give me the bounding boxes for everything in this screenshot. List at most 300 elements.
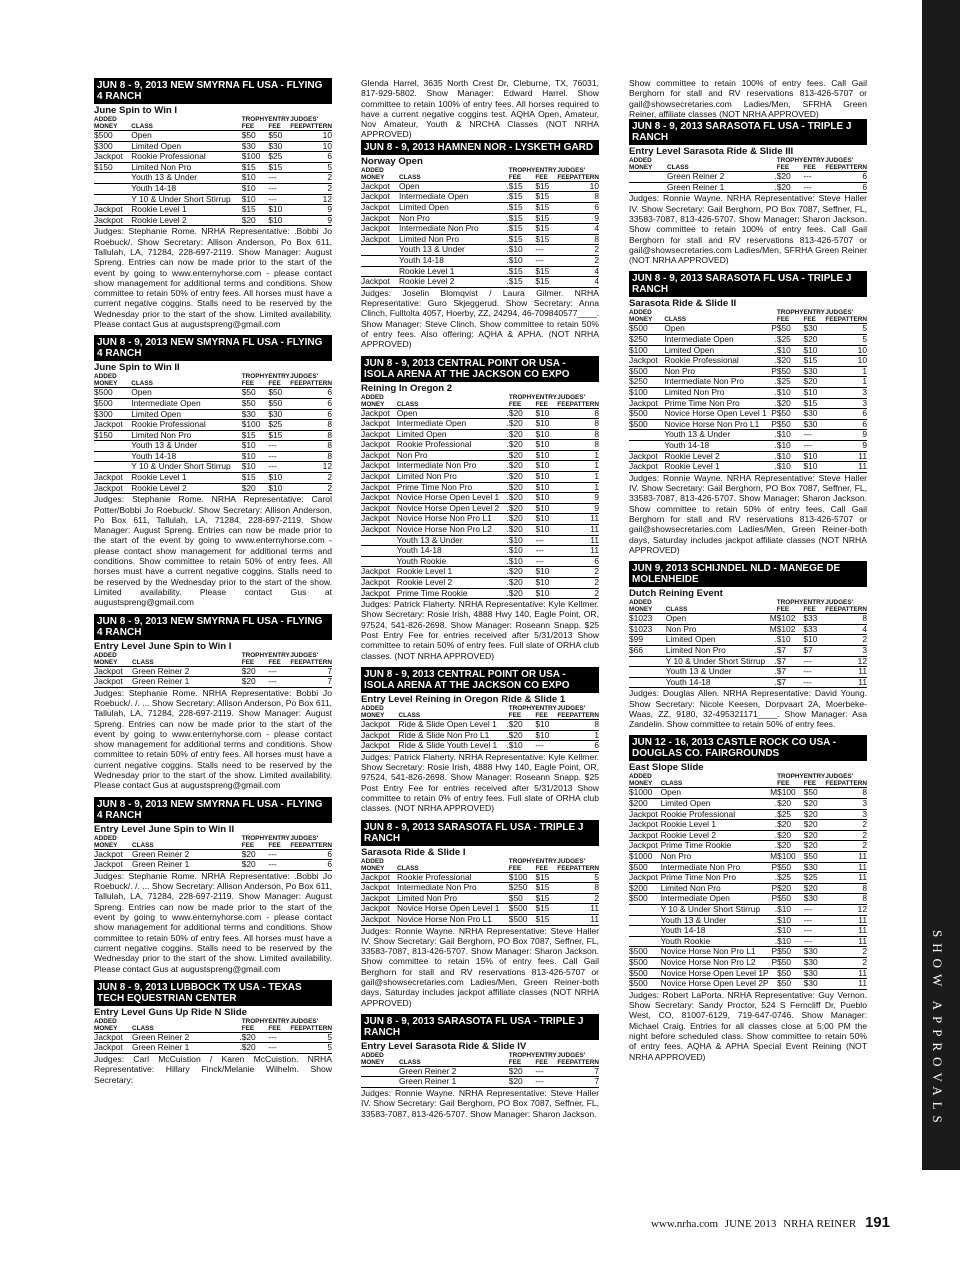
hdr-entry: ENTRY bbox=[803, 309, 825, 317]
added-money bbox=[629, 182, 667, 193]
hdr-fee: FEE bbox=[508, 400, 522, 408]
table-header-row bbox=[94, 116, 332, 131]
class-row bbox=[629, 656, 867, 667]
trophy-fee: $10 bbox=[777, 915, 804, 926]
trophy-fee: $30 bbox=[242, 141, 269, 152]
added-money bbox=[629, 430, 664, 441]
class-name: Rookie Professional bbox=[131, 152, 230, 163]
class-name: Open bbox=[397, 408, 499, 419]
col-added-money bbox=[94, 116, 131, 131]
hdr-judges: JUDGES' bbox=[825, 773, 854, 781]
entry-fee: $10 bbox=[535, 493, 557, 504]
class-name: Youth 14-18 bbox=[666, 677, 765, 688]
added-money: Jackpot bbox=[361, 408, 397, 419]
hdr-fee: FEE bbox=[241, 841, 255, 849]
class-row bbox=[361, 234, 599, 245]
hdr-judges: JUDGES' bbox=[290, 834, 319, 842]
col-added-money bbox=[629, 157, 667, 172]
class-name: Rookie Level 2 bbox=[131, 483, 230, 494]
show-header: JUN 8 - 9, 2013 NEW SMYRNA FL USA - FLYING 4 RANCH bbox=[94, 335, 332, 361]
show-notes: Judges: Ronnie Wayne. NRHA Representative: Steve Haller IV. Show Secretary: Gail Berghorn, PO Box 7087, Seffner, FL, 33583-7087, 813-426-5707. Show Manager: Sharon Jackson. Show committee to retain 50% of entry fees. Call Gail Berghorn for stall and RV reservations 813-426-5707 or gail@showsecretaries.com Ladies/Men, Green Reiner-both days, Saturday includes jackpot affiliate classes (NOT NRHA APPROVED) bbox=[629, 472, 867, 555]
class-row bbox=[361, 514, 599, 525]
class-type bbox=[499, 893, 508, 904]
hdr-added: ADDED bbox=[361, 704, 384, 712]
class-type bbox=[231, 473, 242, 484]
added-money: Jackpot bbox=[361, 578, 397, 589]
trophy-fee: $50 bbox=[777, 366, 804, 377]
class-name: Youth Rookie bbox=[397, 556, 499, 567]
hdr-added: ADDED bbox=[361, 393, 384, 401]
event-name: Sarasota Ride & Slide II bbox=[629, 298, 737, 310]
class-row bbox=[629, 377, 867, 388]
hdr-pattern: PATTERN bbox=[302, 123, 332, 130]
added-money: Jackpot bbox=[629, 841, 661, 852]
page-number: 191 bbox=[864, 1214, 890, 1231]
class-name: Novice Horse Non Pro L1 bbox=[664, 419, 766, 430]
trophy-fee: $20 bbox=[777, 398, 804, 409]
hdr-fee: FEE bbox=[535, 1058, 548, 1066]
entry-fee: $15 bbox=[535, 213, 557, 224]
class-type: P bbox=[767, 366, 777, 377]
class-type bbox=[230, 666, 242, 677]
entry-fee: $10 bbox=[535, 461, 557, 472]
hdr-added: ADDED bbox=[629, 599, 652, 607]
trophy-fee: $20 bbox=[509, 482, 536, 493]
entry-fee: $50 bbox=[268, 131, 290, 142]
class-type bbox=[231, 409, 242, 420]
class-row bbox=[361, 213, 599, 224]
hdr-money: MONEY bbox=[361, 173, 385, 181]
col-judges-fee-pattern bbox=[825, 599, 867, 614]
table-header-row bbox=[361, 1052, 599, 1067]
class-type: P bbox=[767, 324, 777, 335]
added-money: Jackpot bbox=[94, 1043, 132, 1054]
entry-fee: $10 bbox=[535, 408, 557, 419]
table-header-row bbox=[94, 652, 332, 667]
entry-fee: $20 bbox=[804, 841, 826, 852]
entry-fee: $50 bbox=[804, 788, 826, 799]
pattern: 3 bbox=[825, 809, 867, 820]
col-class: CLASS bbox=[131, 373, 230, 388]
col-type bbox=[765, 157, 777, 172]
hdr-fee: FEE bbox=[825, 164, 838, 172]
trophy-fee: $50 bbox=[777, 409, 804, 420]
class-type bbox=[231, 420, 242, 431]
col-class: CLASS bbox=[666, 599, 765, 614]
pattern: 8 bbox=[290, 430, 332, 441]
hdr-fee: FEE bbox=[268, 841, 281, 849]
col-class: CLASS bbox=[397, 394, 499, 409]
entry-fee: $10 bbox=[535, 719, 557, 730]
trophy-fee: $20 bbox=[509, 719, 536, 730]
entry-fee: $30 bbox=[804, 957, 826, 968]
added-money bbox=[361, 546, 397, 557]
col-entry-fee bbox=[535, 167, 557, 182]
class-name: Limited Open bbox=[661, 799, 769, 810]
class-row bbox=[94, 152, 332, 163]
pattern: 11 bbox=[557, 535, 599, 546]
pattern: 9 bbox=[290, 205, 332, 216]
class-name: Novice Horse Non Pro L2 bbox=[661, 957, 769, 968]
entry-fee: --- bbox=[535, 741, 557, 752]
trophy-fee: $20 bbox=[242, 666, 269, 677]
col-class: CLASS bbox=[661, 773, 769, 788]
hdr-trophy: TROPHY bbox=[508, 393, 536, 401]
pattern: 7 bbox=[557, 1066, 599, 1077]
trophy-fee: $15 bbox=[242, 430, 269, 441]
pattern: 9 bbox=[557, 493, 599, 504]
show-listing bbox=[629, 119, 867, 265]
pattern: 7 bbox=[557, 1077, 599, 1088]
hdr-fee: FEE bbox=[777, 780, 790, 788]
col-entry-fee bbox=[535, 394, 557, 409]
added-money bbox=[629, 440, 664, 451]
added-money bbox=[361, 1066, 399, 1077]
class-name: Prime Time Non Pro bbox=[661, 873, 769, 884]
entry-fee: --- bbox=[268, 849, 290, 860]
pattern: 4 bbox=[557, 224, 599, 235]
trophy-fee: $20 bbox=[777, 799, 804, 810]
pattern: 2 bbox=[557, 578, 599, 589]
pattern: 9 bbox=[557, 503, 599, 514]
hdr-fee: FEE bbox=[508, 173, 522, 181]
column-1 bbox=[94, 78, 332, 1091]
col-class: CLASS bbox=[132, 1018, 230, 1033]
added-money bbox=[629, 656, 666, 667]
entry-fee: $10 bbox=[803, 451, 825, 462]
pattern: 8 bbox=[290, 451, 332, 462]
class-type bbox=[769, 968, 777, 979]
added-money: Jackpot bbox=[361, 440, 397, 451]
hdr-fee: FEE bbox=[557, 1058, 570, 1066]
entry-fee: --- bbox=[535, 535, 557, 546]
entry-fee: --- bbox=[268, 183, 290, 194]
class-type bbox=[499, 904, 508, 915]
entry-fee: $33 bbox=[803, 624, 825, 635]
added-money: $500 bbox=[94, 131, 131, 142]
event-name: June Spin to Win I bbox=[94, 105, 178, 116]
class-row bbox=[361, 408, 599, 419]
col-judges-fee-pattern bbox=[290, 373, 332, 388]
col-type bbox=[765, 599, 777, 614]
col-trophy-fee bbox=[242, 373, 269, 388]
entry-fee: $15 bbox=[535, 181, 557, 192]
table-header-row bbox=[94, 373, 332, 388]
pattern: 12 bbox=[290, 462, 332, 473]
hdr-money: MONEY bbox=[361, 711, 385, 719]
hdr-judges: JUDGES' bbox=[557, 393, 586, 401]
col-class: CLASS bbox=[132, 652, 230, 667]
col-added-money bbox=[94, 373, 131, 388]
hdr-trophy: TROPHY bbox=[776, 309, 804, 317]
trophy-fee: $7 bbox=[777, 667, 804, 678]
class-name: Green Reiner 1 bbox=[132, 1043, 230, 1054]
hdr-fee: FEE bbox=[557, 864, 570, 872]
class-table bbox=[94, 1018, 332, 1054]
class-row bbox=[94, 1032, 332, 1043]
added-money: Jackpot bbox=[361, 567, 397, 578]
added-money bbox=[629, 936, 661, 947]
class-row bbox=[361, 719, 599, 730]
pattern: 3 bbox=[825, 799, 867, 810]
added-money bbox=[361, 1077, 399, 1088]
class-name: Limited Non Pro bbox=[131, 430, 230, 441]
class-name: Youth 14-18 bbox=[664, 440, 766, 451]
class-type: . bbox=[767, 356, 777, 367]
added-money: $250 bbox=[629, 335, 664, 346]
hdr-fee: FEE bbox=[241, 658, 255, 666]
class-type: . bbox=[769, 905, 777, 916]
added-money: Jackpot bbox=[361, 181, 399, 192]
show-listing bbox=[629, 561, 867, 729]
class-row bbox=[629, 915, 867, 926]
trophy-fee: $15 bbox=[242, 205, 269, 216]
class-row bbox=[361, 224, 599, 235]
class-name: Y 10 & Under Short Stirrup bbox=[131, 193, 231, 204]
hdr-added: ADDED bbox=[94, 373, 117, 381]
added-money: Jackpot bbox=[361, 419, 397, 430]
hdr-money: MONEY bbox=[94, 841, 118, 849]
class-type bbox=[499, 872, 508, 883]
hdr-fee: FEE bbox=[535, 711, 548, 719]
entry-fee: $50 bbox=[268, 388, 290, 399]
hdr-fee: FEE bbox=[557, 400, 570, 408]
trophy-fee: $50 bbox=[242, 131, 269, 142]
show-listing bbox=[94, 78, 332, 329]
class-row bbox=[94, 420, 332, 431]
class-name: Y 10 & Under Short Stirrup bbox=[665, 655, 766, 666]
entry-fee: $30 bbox=[804, 968, 826, 979]
entry-fee: $10 bbox=[268, 483, 290, 494]
class-name: Limited Open bbox=[399, 202, 497, 213]
added-money: Jackpot bbox=[361, 461, 397, 472]
added-money: Jackpot bbox=[361, 202, 399, 213]
class-type: . bbox=[499, 429, 509, 440]
class-table bbox=[361, 1052, 599, 1088]
trophy-fee: $20 bbox=[509, 567, 536, 578]
class-type bbox=[499, 914, 508, 925]
class-row bbox=[361, 1066, 599, 1077]
entry-fee: --- bbox=[804, 926, 826, 937]
pattern: 11 bbox=[557, 514, 599, 525]
hdr-entry: ENTRY bbox=[535, 704, 557, 712]
hdr-entry: ENTRY bbox=[268, 651, 290, 659]
trophy-fee: $100 bbox=[777, 852, 804, 863]
added-money bbox=[629, 667, 666, 678]
pattern: 11 bbox=[825, 926, 867, 937]
class-type: . bbox=[769, 936, 777, 947]
pattern: 11 bbox=[557, 914, 599, 925]
table-header-row bbox=[629, 309, 867, 324]
added-money: $250 bbox=[629, 377, 664, 388]
entry-fee: --- bbox=[268, 860, 290, 871]
hdr-pattern: PATTERN bbox=[569, 711, 599, 719]
table-header-row bbox=[629, 773, 867, 788]
class-type: . bbox=[499, 556, 509, 567]
show-listing bbox=[361, 667, 599, 814]
col-added-money bbox=[629, 773, 661, 788]
col-entry-fee bbox=[268, 652, 290, 667]
pattern: 2 bbox=[557, 588, 599, 599]
hdr-pattern: PATTERN bbox=[569, 1058, 599, 1066]
class-type: . bbox=[767, 335, 777, 346]
event-name: Norway Open bbox=[361, 155, 423, 167]
class-name: Youth 14-18 bbox=[399, 255, 497, 266]
class-type: . bbox=[765, 667, 777, 678]
trophy-fee: $10 bbox=[777, 451, 804, 462]
trophy-fee: $15 bbox=[509, 192, 536, 203]
trophy-fee: $20 bbox=[777, 841, 804, 852]
entry-fee: $20 bbox=[804, 830, 826, 841]
show-listing bbox=[94, 614, 332, 791]
trophy-fee: $20 bbox=[242, 677, 269, 688]
added-money: Jackpot bbox=[361, 730, 399, 741]
hdr-added: ADDED bbox=[94, 116, 117, 123]
class-table bbox=[629, 309, 867, 472]
class-name: Rookie Level 1 bbox=[661, 820, 769, 831]
pattern: 1 bbox=[557, 482, 599, 493]
trophy-fee: $50 bbox=[777, 947, 804, 958]
trophy-fee: $10 bbox=[509, 741, 536, 752]
col-trophy-fee bbox=[777, 773, 804, 788]
class-name: Intermediate Non Pro bbox=[397, 883, 499, 894]
pattern: 11 bbox=[825, 677, 867, 688]
show-listing bbox=[629, 735, 867, 1061]
pattern: 6 bbox=[290, 409, 332, 420]
class-type bbox=[231, 152, 242, 163]
event-name: Entry Level Sarasota Ride & Slide IV bbox=[361, 1040, 527, 1052]
pattern: 6 bbox=[557, 202, 599, 213]
class-row bbox=[94, 430, 332, 441]
col-trophy-fee bbox=[509, 858, 536, 873]
trophy-fee: $10 bbox=[777, 635, 804, 646]
hdr-entry: ENTRY bbox=[803, 599, 825, 607]
class-type: . bbox=[499, 450, 509, 461]
class-type: . bbox=[499, 514, 509, 525]
hdr-fee: FEE bbox=[557, 711, 570, 719]
entry-fee: $30 bbox=[803, 324, 825, 335]
entry-fee: --- bbox=[268, 666, 290, 677]
class-name: Open bbox=[664, 324, 766, 335]
show-header: JUN 8 - 9, 2013 SARASOTA FL USA - TRIPLE J RANCH bbox=[361, 820, 599, 846]
pattern: 12 bbox=[825, 905, 867, 916]
class-type: P bbox=[767, 419, 777, 430]
class-name: Youth 14-18 bbox=[131, 183, 230, 194]
class-row bbox=[94, 398, 332, 409]
entry-fee: $30 bbox=[803, 366, 825, 377]
col-entry-fee bbox=[268, 1018, 290, 1033]
trophy-fee: $15 bbox=[509, 277, 536, 288]
class-type bbox=[231, 430, 242, 441]
hdr-fee: FEE bbox=[803, 780, 817, 788]
pattern: 2 bbox=[290, 483, 332, 494]
class-name: Rookie Professional bbox=[397, 440, 499, 451]
hdr-judges: JUDGES' bbox=[557, 166, 586, 174]
class-row bbox=[629, 366, 867, 377]
class-type: P bbox=[769, 947, 777, 958]
class-row bbox=[361, 493, 599, 504]
pattern: 11 bbox=[557, 546, 599, 557]
added-money: Jackpot bbox=[629, 809, 661, 820]
col-entry-fee bbox=[268, 373, 290, 388]
class-type bbox=[231, 131, 242, 142]
entry-fee: --- bbox=[803, 667, 825, 678]
class-row bbox=[361, 503, 599, 514]
hdr-entry: ENTRY bbox=[535, 1051, 557, 1059]
show-header: JUN 8 - 9, 2013 NEW SMYRNA FL USA - FLYING 4 RANCH bbox=[94, 78, 332, 104]
class-row bbox=[94, 483, 332, 494]
class-row bbox=[361, 277, 599, 288]
pattern: 5 bbox=[290, 162, 332, 173]
hdr-fee: FEE bbox=[290, 841, 303, 849]
added-money: $500 bbox=[629, 862, 661, 873]
added-money: Jackpot bbox=[94, 215, 131, 226]
col-type bbox=[497, 167, 509, 182]
entry-fee: $20 bbox=[804, 809, 826, 820]
hdr-money: MONEY bbox=[361, 400, 385, 408]
entry-fee: $7 bbox=[803, 645, 825, 656]
class-type: P bbox=[767, 409, 777, 420]
class-name: Limited Non Pro bbox=[664, 388, 766, 399]
added-money: Jackpot bbox=[361, 277, 399, 288]
show-listing bbox=[361, 1014, 599, 1119]
hdr-entry: ENTRY bbox=[535, 393, 557, 401]
class-row bbox=[629, 409, 867, 420]
class-type: . bbox=[497, 213, 509, 224]
hdr-added: ADDED bbox=[361, 857, 384, 865]
trophy-fee: $10 bbox=[777, 462, 804, 473]
class-name: Youth 13 & Under bbox=[131, 441, 230, 452]
class-type bbox=[499, 883, 508, 894]
trophy-fee: $20 bbox=[777, 172, 804, 183]
col-judges-fee-pattern bbox=[825, 309, 867, 324]
class-name: Youth 14-18 bbox=[397, 546, 499, 557]
col-judges-fee-pattern bbox=[825, 773, 867, 788]
pattern: 3 bbox=[825, 398, 867, 409]
class-row bbox=[629, 451, 867, 462]
col-trophy-fee bbox=[242, 835, 269, 850]
pattern: 1 bbox=[557, 461, 599, 472]
class-row bbox=[361, 904, 599, 915]
show-header: JUN 8 - 9, 2013 SARASOTA FL USA - TRIPLE J RANCH bbox=[361, 1014, 599, 1040]
class-name: Green Reiner 2 bbox=[399, 1066, 497, 1077]
class-type: . bbox=[497, 741, 508, 752]
entry-fee: $10 bbox=[535, 472, 557, 483]
trophy-fee: $10 bbox=[777, 905, 804, 916]
hdr-added: ADDED bbox=[94, 651, 117, 659]
trophy-fee: $10 bbox=[242, 194, 269, 205]
class-type: . bbox=[769, 809, 777, 820]
col-judges-fee-pattern bbox=[557, 167, 599, 182]
pattern: 6 bbox=[825, 409, 867, 420]
col-judges-fee-pattern bbox=[557, 1052, 599, 1067]
entry-fee: $10 bbox=[535, 567, 557, 578]
hdr-judges: JUDGES' bbox=[825, 157, 854, 165]
class-name: Limited Open bbox=[664, 345, 766, 356]
show-listing bbox=[94, 335, 332, 607]
entry-fee: $30 bbox=[804, 894, 826, 905]
added-money bbox=[629, 172, 667, 183]
class-type: M bbox=[765, 624, 777, 635]
class-name: Green Reiner 1 bbox=[132, 860, 230, 871]
added-money bbox=[94, 441, 131, 452]
class-type: . bbox=[497, 245, 509, 256]
col-class: CLASS bbox=[399, 1052, 497, 1067]
class-row bbox=[629, 645, 867, 656]
class-row bbox=[361, 202, 599, 213]
class-table bbox=[94, 116, 332, 226]
class-type bbox=[497, 1066, 509, 1077]
